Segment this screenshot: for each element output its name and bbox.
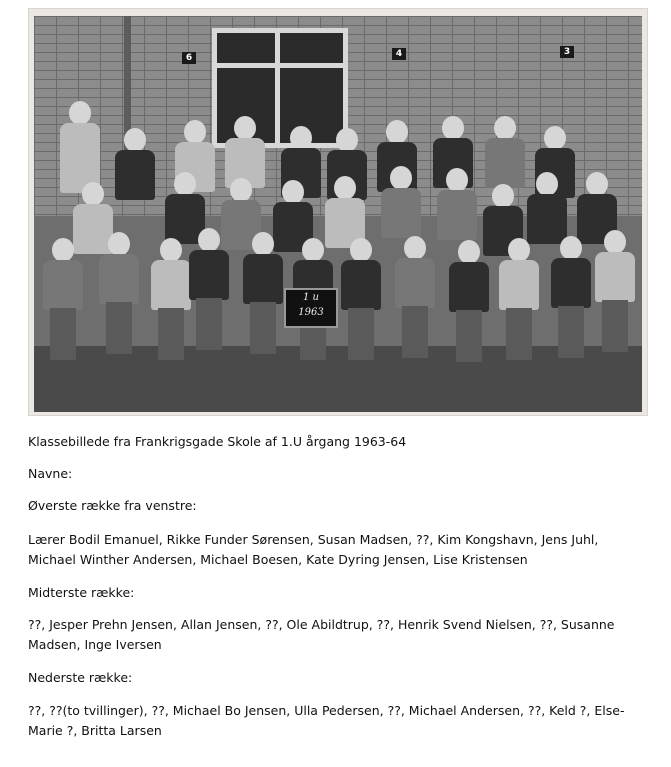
slate-year-label: 1963 (298, 307, 324, 318)
top-row-names: Lærer Bodil Emanuel, Rikke Funder Sørensen, Susan Madsen, ??, Kim Kongshavn, Jens Juhl, Michael Winther Andersen, Michael Boesen, Kate Dyring Jensen, Lise Kristensen (28, 532, 599, 567)
middle-row-heading: Midterste række: (28, 585, 135, 600)
slate-class-label: 1 u (303, 292, 319, 303)
window (212, 28, 348, 148)
bottom-row-names: ??, ??(to tvillinger), ??, Michael Bo Jensen, Ulla Pedersen, ??, Michael Andersen, ??, Keld ?, Else-Marie ?, Britta Larsen (28, 703, 625, 738)
photo-title: Klassebillede fra Frankrigsgade Skole af 1.U årgang 1963-64 (28, 434, 407, 449)
ground (34, 346, 642, 412)
photo-image (34, 16, 642, 412)
class-slate (284, 288, 338, 328)
top-row-heading: Øverste række fra venstre: (28, 498, 197, 513)
bottom-row-heading: Nederste række: (28, 670, 133, 685)
wall-marker-4: 4 (392, 48, 406, 60)
middle-row-names: ??, Jesper Prehn Jensen, Allan Jensen, ??, Ole Abildtrup, ??, Henrik Svend Nielsen, ??, Susanne Madsen, Inge Iversen (28, 617, 615, 652)
wall-marker-6: 6 (182, 52, 196, 64)
class-photo (28, 8, 648, 416)
names-heading: Navne: (28, 466, 73, 481)
wall-marker-3: 3 (560, 46, 574, 58)
